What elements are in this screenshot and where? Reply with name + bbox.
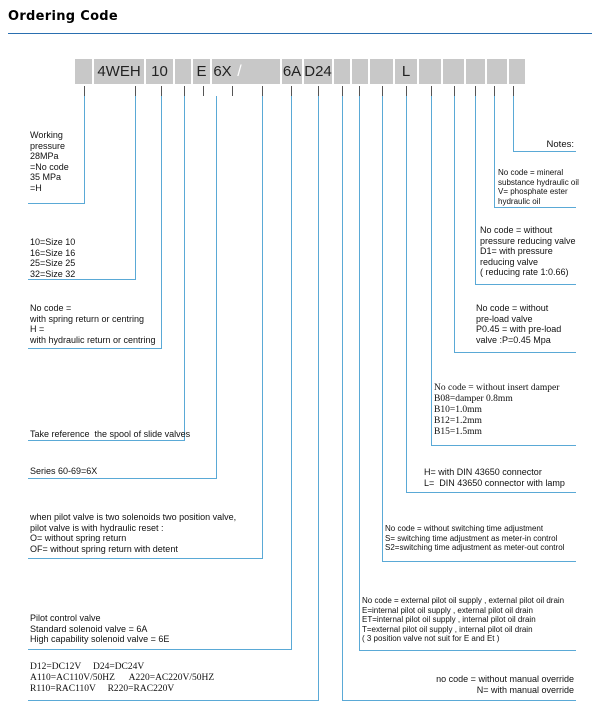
- spool-description: Take reference the spool of slide valves: [30, 429, 191, 439]
- page-title: Ordering Code: [8, 9, 119, 24]
- code-cell-connector: L: [395, 59, 417, 84]
- pilot-reset-description: when pilot valve is two solenoids two position valve, pilot valve is with hydraulic reset : O= without spring return OF= without spring return with detent: [30, 512, 237, 554]
- code-cell-pilot: 6A: [282, 59, 302, 84]
- code-cell-spool: E: [193, 59, 210, 84]
- size-description: 10=Size 10 16=Size 16 25=Size 25 32=Size 32: [30, 237, 76, 279]
- connector-description: H= with DIN 43650 connector L= DIN 43650 connector with lamp: [424, 467, 565, 488]
- code-cell-size: 10: [146, 59, 173, 84]
- notes-label: Notes:: [546, 139, 574, 150]
- pressure-description: Working pressure 28MPa =No code 35 MPa =H: [30, 130, 69, 193]
- return-description: No code = with spring return or centring H = with hydraulic return or centring: [30, 303, 156, 345]
- manual-override-description: no code = without manual override N= with manual override: [436, 674, 574, 695]
- damper-description: No code = without insert damper B08=damper 0.8mm B10=1.0mm B12=1.2mm B15=1.5mm: [434, 383, 560, 437]
- switching-description: No code = without switching time adjustment S= switching time adjustment as meter-in control S2=switching time adjustment as meter-out control: [385, 524, 565, 553]
- pilot-control-description: Pilot control valve Standard solenoid valve = 6A High capability solenoid valve = 6E: [30, 613, 170, 645]
- code-cell-series: 6X: [212, 59, 233, 84]
- code-cell-slash: /: [233, 59, 246, 84]
- voltage-description: D12=DC12V D24=DC24V A110=AC110V/50HZ A220=AC220V/50HZ R110=RAC110V R220=RAC220V: [30, 662, 215, 694]
- code-cell-voltage: D24: [304, 59, 332, 84]
- code-cell-type: 4WEH: [94, 59, 144, 84]
- fluid-description: No code = mineral substance hydraulic oil V= phosphate ester hydraulic oil: [498, 168, 579, 206]
- reducing-valve-description: No code = without pressure reducing valve D1= with pressure reducing valve ( reducing rate 1:0.66): [480, 225, 576, 278]
- series-description: Series 60-69=6X: [30, 466, 98, 476]
- pilot-oil-description: No code = external pilot oil supply , external pilot oil drain E=internal pilot oil supply , external pilot oil drain ET=internal pilot oil supply , internal pilot oil drain T=external pilot oil supply , internal pilot oil drain ( 3 position valve not suit for E and Et ): [362, 596, 565, 644]
- preload-valve-description: No code = without pre-load valve P0.45 = with pre-load valve :P=0.45 Mpa: [476, 303, 562, 345]
